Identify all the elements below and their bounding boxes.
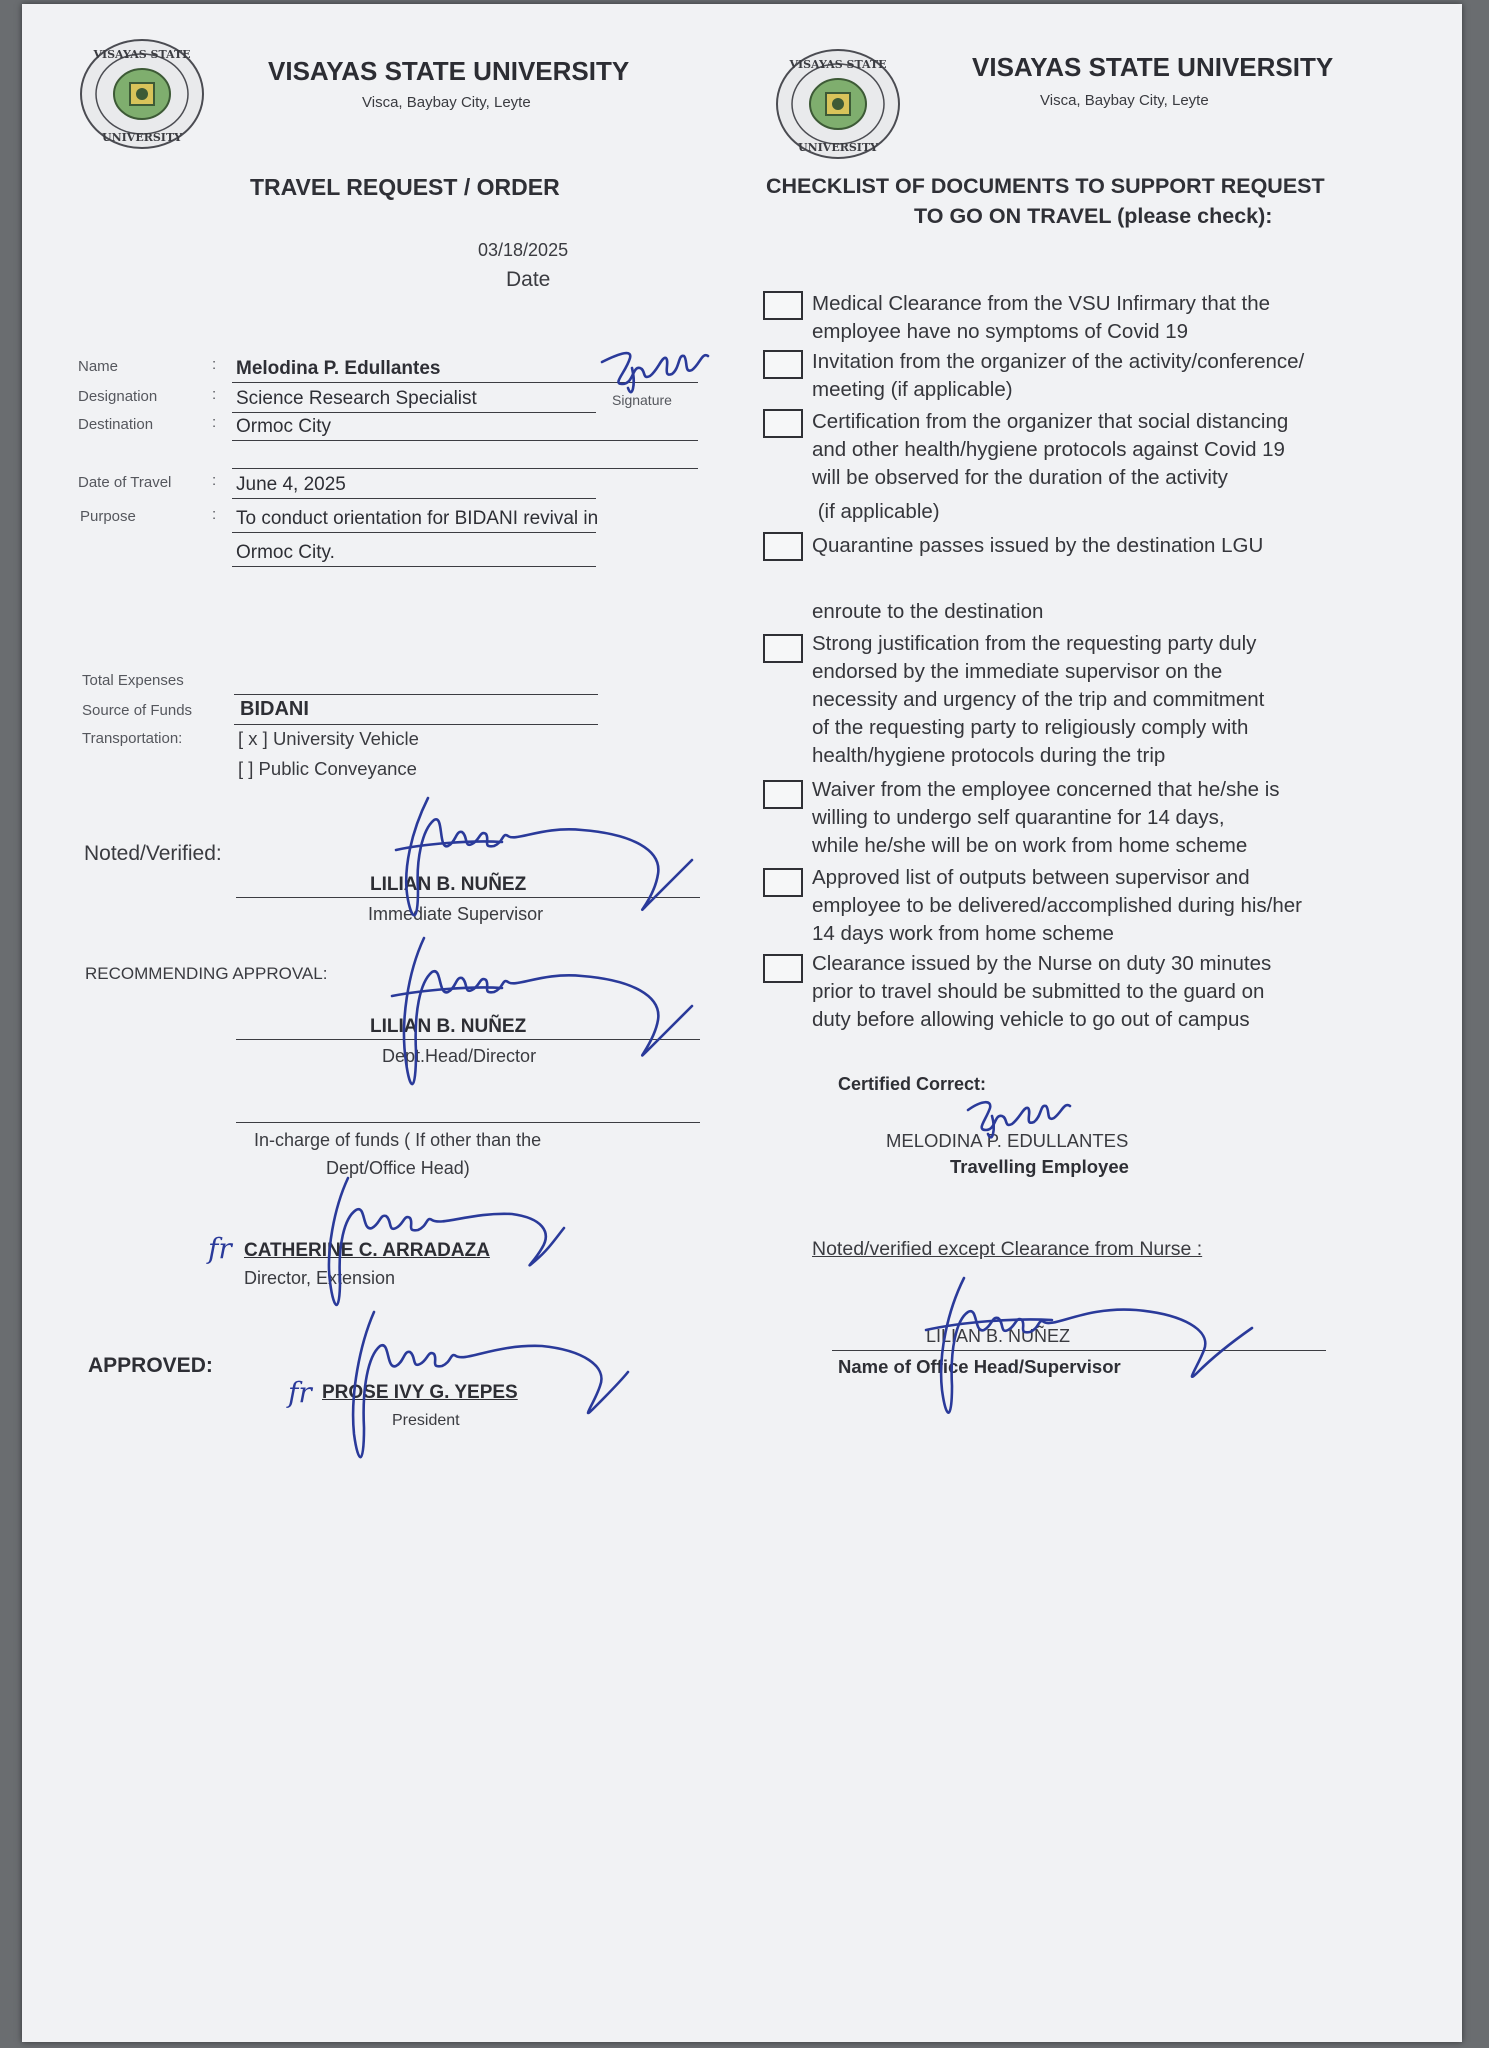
for-mark: fr	[288, 1376, 312, 1409]
checklist-title-line-1: CHECKLIST OF DOCUMENTS TO SUPPORT REQUEST	[766, 174, 1325, 198]
checkbox-invitation[interactable]	[763, 350, 803, 379]
noted-except-label: Noted/verified except Clearance from Nurse :	[812, 1238, 1203, 1260]
certified-correct-label: Certified Correct:	[838, 1074, 987, 1094]
checklist-item-text: employee to be delivered/accomplished during his/her	[812, 894, 1303, 917]
date-of-travel-label: Date of Travel	[78, 474, 172, 491]
colon: :	[212, 356, 217, 373]
university-address: Visca, Baybay City, Leyte	[1040, 92, 1209, 109]
purpose-line-1: To conduct orientation for BIDANI revival in	[236, 508, 599, 529]
nunez-signature	[382, 932, 712, 1102]
colon: :	[212, 472, 217, 489]
destination-label: Destination	[78, 416, 154, 433]
checklist-item-text: 14 days work from home scheme	[812, 922, 1114, 945]
total-expenses-label: Total Expenses	[82, 672, 184, 689]
noted-verified-label: Noted/Verified:	[84, 842, 222, 865]
approved-label: APPROVED:	[88, 1354, 213, 1377]
transport-university-vehicle: [ x ] University Vehicle	[238, 728, 419, 749]
designation-value: Science Research Specialist	[236, 388, 477, 409]
university-address: Visca, Baybay City, Leyte	[362, 94, 531, 111]
recommending-approval-label: RECOMMENDING APPROVAL:	[85, 964, 328, 983]
source-of-funds-label: Source of Funds	[82, 702, 193, 719]
employee-signature	[962, 1096, 1122, 1146]
checklist-item-text: health/hygiene protocols during the trip	[812, 744, 1166, 767]
university-seal-icon	[78, 38, 206, 150]
noted-title: Immediate Supervisor	[368, 904, 544, 924]
for-mark: fr	[208, 1232, 232, 1265]
transport-public-conveyance: [ ] Public Conveyance	[238, 758, 417, 779]
total-expenses-line	[234, 694, 598, 695]
checklist-item-text: while he/she will be on work from home scheme	[812, 834, 1248, 857]
noted-right-title: Name of Office Head/Supervisor	[838, 1356, 1121, 1377]
destination-line-2	[232, 468, 698, 469]
recommending-name: LILIAN B. NUÑEZ	[370, 1016, 527, 1037]
source-of-funds-value: BIDANI	[240, 698, 309, 720]
checklist-item-text: Clearance issued by the Nurse on duty 30 minutes	[812, 952, 1272, 975]
checkbox-strong-justification[interactable]	[763, 634, 803, 663]
checklist-item-text: Approved list of outputs between supervisor and	[812, 866, 1250, 889]
funds-label-line-2: Dept/Office Head)	[326, 1158, 470, 1178]
nunez-signature	[382, 790, 712, 930]
nunez-signature	[332, 1304, 642, 1474]
checklist-item-text: Waiver from the employee concerned that he/she is	[812, 778, 1280, 801]
nunez-signature	[302, 1172, 572, 1322]
checkbox-approved-outputs[interactable]	[763, 868, 803, 897]
approved-name: PROSE IVY G. YEPES	[322, 1382, 518, 1403]
checklist-item-text: employee have no symptoms of Covid 19	[812, 320, 1189, 343]
certified-name: MELODINA P. EDULLANTES	[886, 1130, 1129, 1151]
checklist-item-text: will be observed for the duration of the activity	[812, 466, 1228, 489]
checklist-item-text: endorsed by the immediate supervisor on the	[812, 660, 1223, 683]
date-of-travel-line	[232, 498, 596, 499]
funds-name: CATHERINE C. ARRADAZA	[244, 1240, 490, 1261]
colon: :	[212, 386, 217, 403]
transportation-label: Transportation:	[82, 730, 183, 747]
checklist-item-text: Quarantine passes issued by the destination LGU	[812, 534, 1264, 557]
svg-text:VISAYAS STATE: VISAYAS STATE	[93, 48, 191, 61]
form-title: TRAVEL REQUEST / ORDER	[250, 174, 560, 200]
checkbox-nurse-clearance[interactable]	[763, 954, 803, 983]
checklist-item-text: enroute to the destination	[812, 600, 1044, 623]
colon: :	[212, 414, 217, 431]
checklist-item-text: necessity and urgency of the trip and commitment	[812, 688, 1265, 711]
purpose-label: Purpose	[80, 508, 136, 525]
svg-text:UNIVERSITY: UNIVERSITY	[798, 141, 878, 154]
employee-signature	[592, 344, 732, 404]
source-of-funds-line	[234, 724, 598, 725]
checklist-item-text: Strong justification from the requesting party duly	[812, 632, 1257, 655]
university-seal-icon	[774, 48, 902, 160]
designation-line	[232, 412, 596, 413]
checklist-item-text: Certification from the organizer that social distancing	[812, 410, 1289, 433]
university-name: VISAYAS STATE UNIVERSITY	[972, 52, 1334, 82]
certified-title: Travelling Employee	[950, 1156, 1129, 1177]
date-label: Date	[506, 268, 551, 291]
destination-value: Ormoc City	[236, 416, 331, 437]
approved-title: President	[392, 1412, 460, 1429]
checklist-item-text: prior to travel should be submitted to the guard on	[812, 980, 1265, 1003]
checklist-item-text: (if applicable)	[812, 500, 940, 523]
noted-name: LILIAN B. NUÑEZ	[370, 874, 527, 895]
nunez-signature	[912, 1270, 1272, 1430]
colon: :	[212, 506, 217, 523]
checkbox-quarantine-passes[interactable]	[763, 532, 803, 561]
date-value: 03/18/2025	[478, 240, 569, 260]
purpose-line-2: Ormoc City.	[236, 542, 335, 563]
svg-text:UNIVERSITY: UNIVERSITY	[102, 131, 182, 144]
checklist-item-text: Medical Clearance from the VSU Infirmary that the	[812, 292, 1271, 315]
recommending-title: Dept.Head/Director	[382, 1046, 537, 1066]
designation-label: Designation	[78, 388, 158, 405]
checklist-item-text: of the requesting party to religiously comply with	[812, 716, 1249, 739]
funds-title: Director, Extension	[244, 1268, 396, 1288]
checkbox-certification[interactable]	[763, 409, 803, 438]
checklist-item-text: willing to undergo self quarantine for 14 days,	[812, 806, 1225, 829]
name-label: Name	[78, 358, 119, 375]
signature-label: Signature	[612, 392, 672, 408]
svg-text:VISAYAS STATE: VISAYAS STATE	[789, 58, 887, 71]
name-value: Melodina P. Edullantes	[236, 358, 441, 379]
noted-right-name: LILIAN B. NUÑEZ	[926, 1326, 1071, 1346]
checklist-title-line-2: TO GO ON TRAVEL (please check):	[914, 204, 1273, 228]
checkbox-medical-clearance[interactable]	[763, 291, 803, 320]
document-page	[22, 4, 1462, 2042]
university-name: VISAYAS STATE UNIVERSITY	[268, 56, 630, 86]
checkbox-waiver[interactable]	[763, 780, 803, 809]
purpose-underline-2	[232, 566, 596, 567]
checklist-item-text: meeting (if applicable)	[812, 378, 1013, 401]
checklist-item-text: Invitation from the organizer of the activity/conference/	[812, 350, 1305, 373]
destination-line	[232, 440, 698, 441]
checklist-item-text: and other health/hygiene protocols against Covid 19	[812, 438, 1285, 461]
checklist-item-text: duty before allowing vehicle to go out of campus	[812, 1008, 1250, 1031]
date-of-travel-value: June 4, 2025	[236, 474, 346, 495]
purpose-underline-1	[232, 532, 596, 533]
funds-label-line-1: In-charge of funds ( If other than the	[254, 1130, 542, 1150]
funds-signature-line	[236, 1122, 700, 1123]
